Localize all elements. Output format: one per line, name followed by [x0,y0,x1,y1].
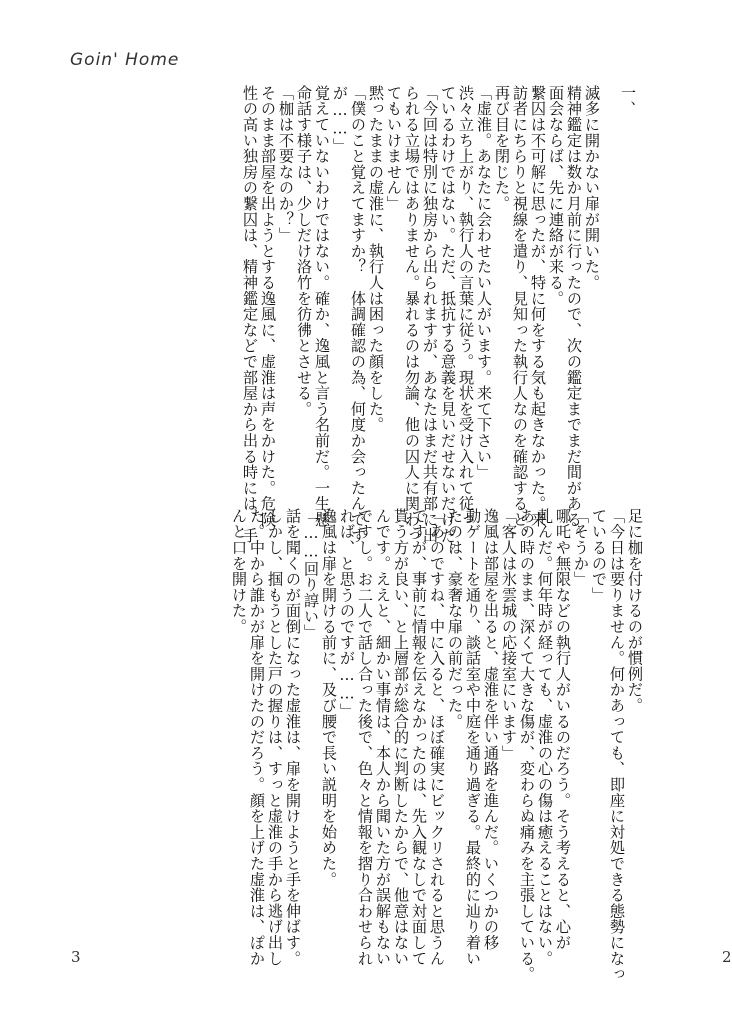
text-line: ですし。お二人で話し合った後で、色々と情報を摺り合わせられ [356,508,374,967]
text-line: 「客人は氷雲城の応接室にいます」 [500,508,518,761]
text-line: ですが、事前に情報を伝えなかったのは、先入観なしで対面して [410,508,428,967]
text-line: た。中から誰かが扉を開けたのだろう。顔を上げた虚淮は、ぽか [248,508,266,967]
text-line: 逸風は部屋を出ると、虚淮を伴い通路を進んだ。いくつかの移 [482,508,500,951]
text-line: 「枷は不要なのか？」 [277,85,295,243]
text-line: 覚えていないわけではない。確か、逸風と言う名前だ。一生懸 [313,85,331,528]
text-line: 繋囚は不可解に思ったが、特に何をする気も起きなかった。来 [529,85,547,528]
text-line: ているので」 [590,508,608,603]
text-line: そのまま部屋を出ようとする逸風に、虚淮は声をかけた。危険 [259,85,277,528]
page-number-right: 2 [722,948,732,966]
text-line: 話を聞くのが面倒になった虚淮は、扉を開けようと手を伸ばす。 [284,508,302,967]
page-number: 3 [71,948,81,966]
text-line: んと口を開けた。 [230,508,248,635]
text-line: 性の高い独房の繋囚は、精神鑑定などで部屋から出る時には、手 [241,85,259,544]
text-line: 面会ならば、先に連絡が来る。 [547,85,565,307]
text-line: 滅多に開かない扉が開いた。 [583,85,601,291]
text-line: 逸風は扉を開ける前に、及び腰で長い説明を始めた。 [320,508,338,888]
text-line: 命話す様子は、少しだけ洛竹を彷彿とさせる。 [295,85,313,417]
text-line: 「虚淮。あなたに会わせたい人がいます。来て下さい」 [475,85,493,480]
text-line: てもいけません」 [385,85,403,212]
text-line: 「そうか」 [572,508,590,587]
text-line: 「……回り諄い」 [302,508,320,640]
text-line: しかし、掴もうとした戸の握りは、すっと虚淮の手から逃げ出し [266,508,284,967]
text-line: 精神鑑定は数か月前に行ったので、次の鑑定までまだ間がある。 [565,85,583,544]
section-heading: 一、 [619,85,637,117]
lower-text-block [74,508,644,982]
text-line: たのは、豪奢な扉の前だった。 [446,508,464,730]
text-line: 動ゲートを通り、談話室や中庭を通り過ぎる。最終的に辿り着い [464,508,482,967]
text-line: 再び目を閉じた。 [493,85,511,212]
text-line: ているわけではない。ただ、抵抗する意義を見いだせないだけだ。 [439,85,457,559]
text-line: 「あのですね、中に入ると、ほぼ確実にビックリされると思うん [428,508,446,967]
text-line: 「今回は特別に独房から出られますが、あなたはまだ共有部に出 [421,85,439,544]
text-line: 「今日は要りません。何かあっても、即座に対処できる態勢になっ [608,508,626,982]
text-line: が……」 [331,85,349,154]
text-line: 足に枷を付けるのが慣例だ。 [626,508,644,714]
text-line: 渋々立ち上がり、執行人の言葉に従う。現状を受け入れて従っ [457,85,475,528]
text-line: 黙ったままの虚淮に、執行人は困った顔をした。 [367,85,385,433]
text-line: あの時のまま、深くて大きな傷が、変わらぬ痛みを主張している。 [518,508,536,982]
text-line: 哪吒や無限などの執行人がいるのだろう。そう考えると、心が [554,508,572,951]
text-line: 「僕のこと覚えてますか？ 体調確認の為、何度か会ったんです [349,85,367,544]
text-line: んです。ええと、細かい事情は、本人から聞いた方が誤解もない [374,508,392,967]
text-line: 貰う方が良い、と上層部が総合的に判断したからで、他意はない [392,508,410,967]
running-header-title: Goin' Home [70,50,180,70]
text-line: 軋んだ。何年時が経っても、虚淮の心の傷は癒えることはない。 [536,508,554,967]
text-line: れば、と思うのですが……」 [338,508,356,719]
text-line: られる立場ではありません。暴れるのは勿論、他の囚人に関わっ [403,85,421,544]
text-line: 訪者にちらりと視線を遣り、見知った執行人なのを確認すると、 [511,85,529,544]
